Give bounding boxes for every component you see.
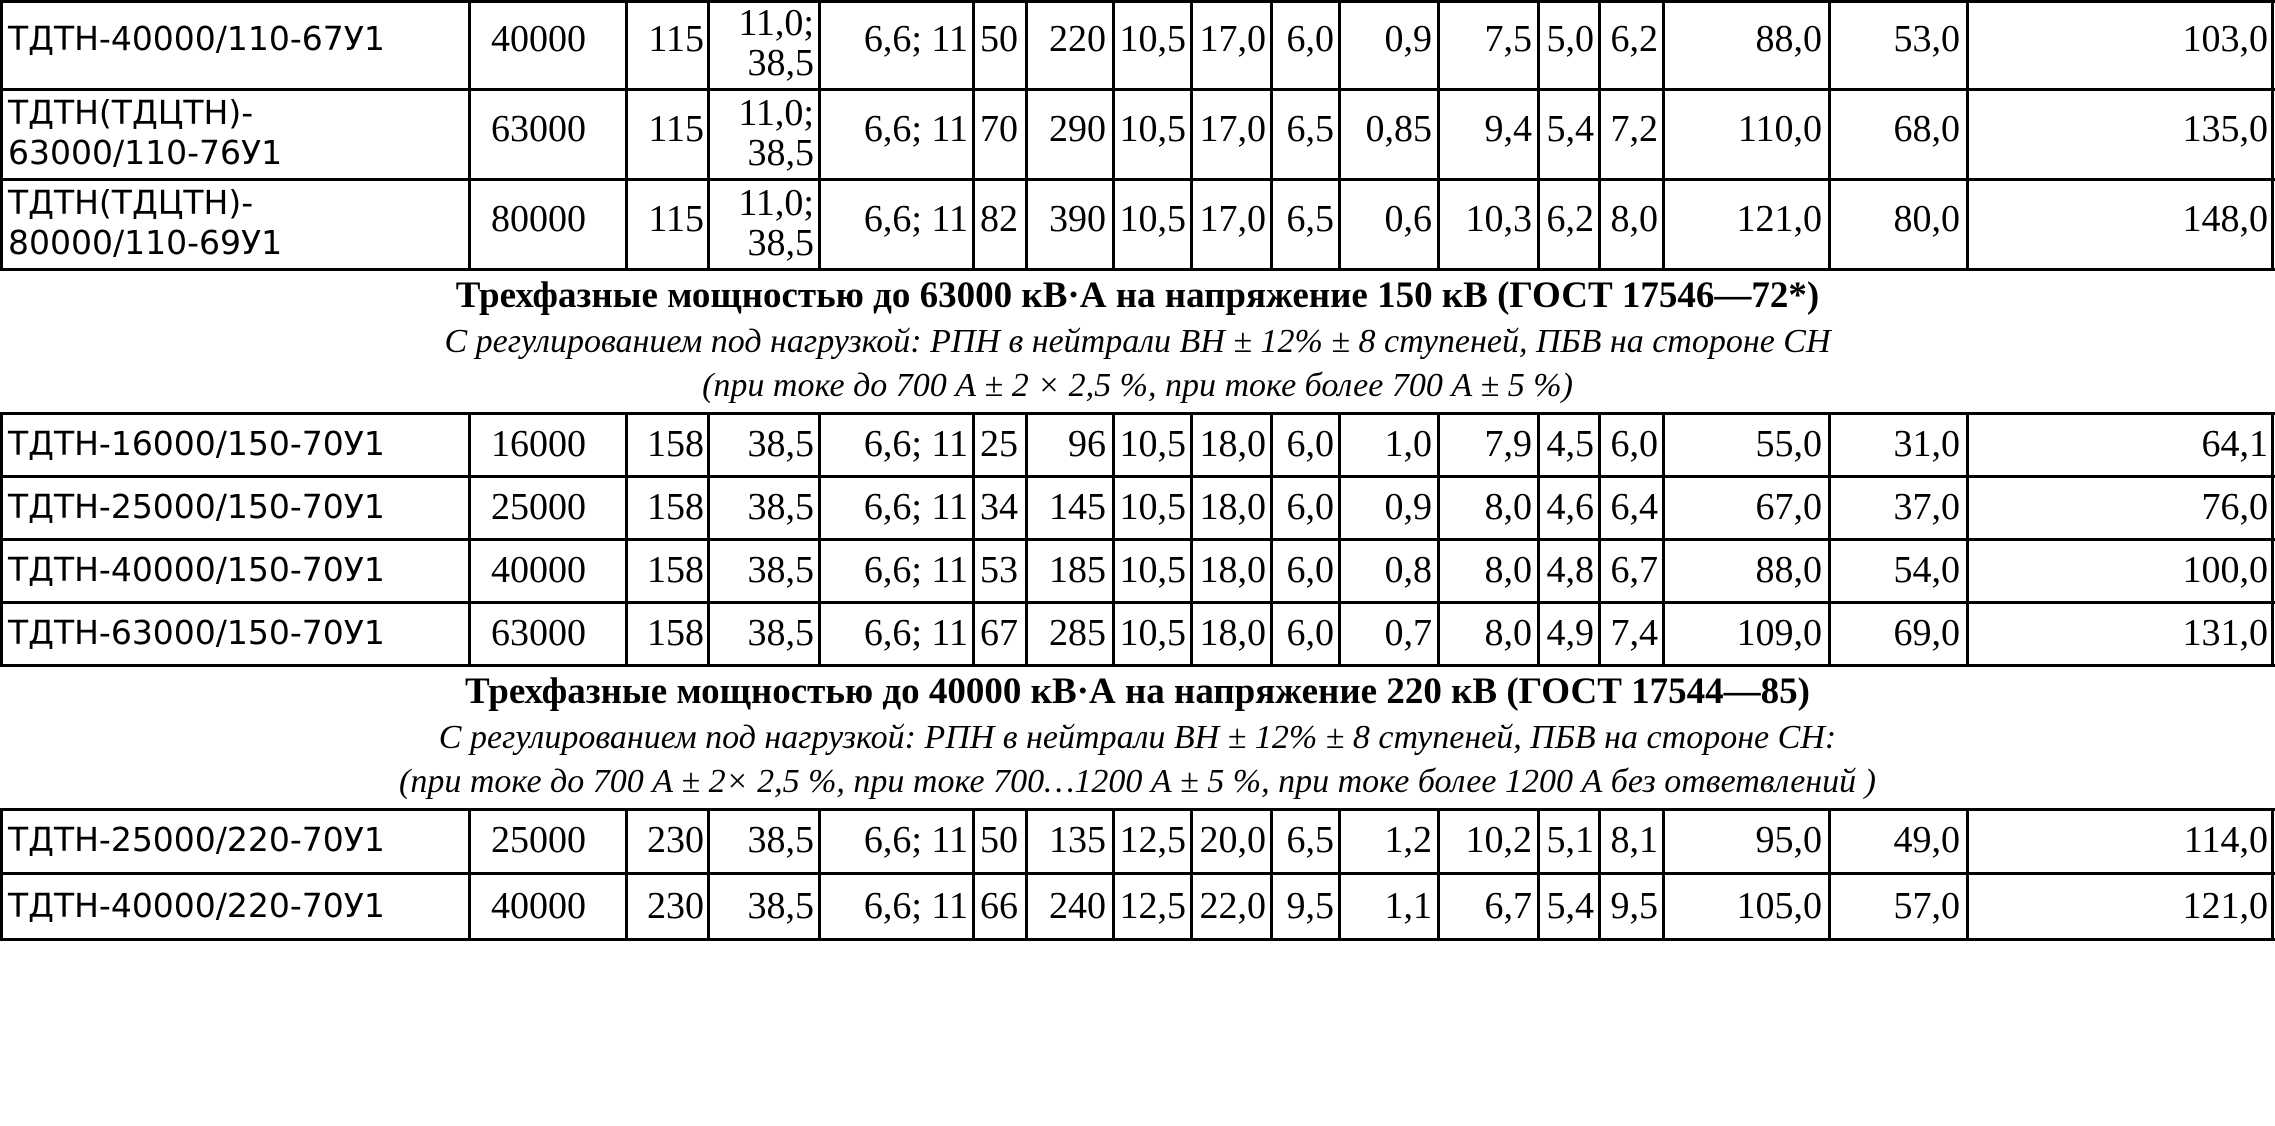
column-rule <box>1437 0 1440 271</box>
column-rule <box>1662 808 1665 941</box>
cell-r: 10,2 <box>1465 819 1532 861</box>
section-note: (при токе до 700 А ± 2 × 2,5 %, при токе более 700 А ± 5 %) <box>702 367 1573 404</box>
cell-x: 54,0 <box>1893 549 1960 591</box>
cell-x: 31,0 <box>1893 423 1960 465</box>
cell-vn: 158 <box>647 549 704 591</box>
cell-px: 70 <box>980 108 1018 150</box>
cell-x: 135,0 <box>2182 108 2268 150</box>
column-rule <box>1966 412 1969 667</box>
column-rule <box>1112 0 1115 271</box>
cell-uk: 10,5 <box>1119 549 1186 591</box>
cell-name: ТДТН-16000/150-70У1 <box>8 424 385 463</box>
column-rule <box>0 808 3 941</box>
column-rule <box>1598 412 1601 667</box>
cell-x: 105,0 <box>1736 885 1822 927</box>
column-rule <box>0 412 3 667</box>
cell-nn: 6,6; 11 <box>863 423 968 465</box>
cell-r: 6,4 <box>1610 486 1658 528</box>
column-rule <box>1662 0 1665 271</box>
section-title: Трехфазные мощностью до 63000 кВ·А на напряжение 150 кВ (ГОСТ 17546—72*) <box>455 275 1820 316</box>
cell-sn: 38,5 <box>747 885 814 927</box>
cell-vn: 230 <box>647 885 704 927</box>
cell-r: 7,9 <box>1484 423 1532 465</box>
section-title: Трехфазные мощностью до 40000 кВ·А на напряжение 220 кВ (ГОСТ 17544—85) <box>465 671 1810 712</box>
cell-power: 80000 <box>491 198 586 240</box>
cell-pk: 285 <box>1049 612 1106 654</box>
cell-r: 8,0 <box>1484 612 1532 654</box>
cell-nn: 6,6; 11 <box>863 108 968 150</box>
cell-x: 121,0 <box>1736 198 1822 240</box>
cell-nn: 6,6; 11 <box>863 819 968 861</box>
column-rule <box>707 412 710 667</box>
column-rule <box>1338 808 1341 941</box>
cell-name: ТДТН-63000/150-70У1 <box>8 613 385 652</box>
section-note: С регулированием под нагрузкой: РПН в нейтрали ВН ± 12% ± 8 ступеней, ПБВ на стороне СН <box>444 323 1831 360</box>
cell-sn: 38,5 <box>747 423 814 465</box>
cell-name: ТДТН-40000/110-67У1 <box>8 19 385 58</box>
column-rule <box>1025 808 1028 941</box>
rule <box>0 475 2275 478</box>
cell-vn: 158 <box>647 486 704 528</box>
column-rule <box>818 808 821 941</box>
cell-pk: 145 <box>1049 486 1106 528</box>
cell-x: 37,0 <box>1893 486 1960 528</box>
cell-r: 7,4 <box>1610 612 1658 654</box>
cell-vn: 115 <box>648 108 704 150</box>
cell-sn: 38,5 <box>747 549 814 591</box>
cell-uk: 6,0 <box>1286 612 1334 654</box>
rule <box>0 0 2275 3</box>
cell-x: 53,0 <box>1893 18 1960 60</box>
cell-uk: 22,0 <box>1199 885 1266 927</box>
cell-r: 10,3 <box>1465 198 1532 240</box>
cell-ix: 1,2 <box>1384 819 1432 861</box>
cell-power: 40000 <box>491 549 586 591</box>
cell-sn: 38,5 <box>747 222 814 264</box>
column-rule <box>1828 0 1831 271</box>
cell-x: 67,0 <box>1755 486 1822 528</box>
cell-x: 131,0 <box>2182 612 2268 654</box>
column-rule <box>1598 808 1601 941</box>
column-rule <box>1270 0 1273 271</box>
cell-sn: 38,5 <box>747 132 814 174</box>
cell-ix: 0,6 <box>1384 198 1432 240</box>
cell-x: 80,0 <box>1893 198 1960 240</box>
column-rule <box>1828 412 1831 667</box>
cell-r: 8,1 <box>1610 819 1658 861</box>
column-rule <box>1966 0 1969 271</box>
cell-power: 63000 <box>491 108 586 150</box>
cell-r: 7,2 <box>1610 108 1658 150</box>
cell-uk: 10,5 <box>1119 108 1186 150</box>
cell-pk: 135 <box>1049 819 1106 861</box>
cell-uk: 10,5 <box>1119 486 1186 528</box>
cell-power: 25000 <box>491 486 586 528</box>
cell-nn: 6,6; 11 <box>863 486 968 528</box>
column-rule <box>707 0 710 271</box>
cell-sn: 11,0; <box>738 182 814 224</box>
cell-px: 67 <box>980 612 1018 654</box>
column-rule <box>1662 412 1665 667</box>
column-rule <box>1190 412 1193 667</box>
cell-power: 16000 <box>491 423 586 465</box>
cell-name: ТДТН(ТДЦТН)- <box>8 183 254 222</box>
cell-uk: 17,0 <box>1199 108 1266 150</box>
cell-nn: 6,6; 11 <box>863 549 968 591</box>
column-rule <box>468 0 471 271</box>
column-rule <box>1598 0 1601 271</box>
column-rule <box>818 0 821 271</box>
cell-uk: 6,0 <box>1286 18 1334 60</box>
cell-px: 34 <box>980 486 1018 528</box>
column-rule <box>972 0 975 271</box>
column-rule <box>2271 412 2274 667</box>
cell-pk: 390 <box>1049 198 1106 240</box>
column-rule <box>2271 808 2274 941</box>
cell-r: 6,7 <box>1484 885 1532 927</box>
cell-vn: 115 <box>648 198 704 240</box>
cell-sn: 38,5 <box>747 612 814 654</box>
cell-uk: 10,5 <box>1119 198 1186 240</box>
cell-r: 4,9 <box>1546 612 1594 654</box>
cell-nn: 6,6; 11 <box>863 18 968 60</box>
cell-uk: 18,0 <box>1199 423 1266 465</box>
cell-ix: 0,7 <box>1384 612 1432 654</box>
cell-x: 121,0 <box>2182 885 2268 927</box>
cell-vn: 230 <box>647 819 704 861</box>
column-rule <box>1437 808 1440 941</box>
cell-x: 88,0 <box>1755 549 1822 591</box>
cell-vn: 158 <box>647 612 704 654</box>
column-rule <box>1537 0 1540 271</box>
rule <box>0 808 2275 811</box>
column-rule <box>707 808 710 941</box>
cell-x: 55,0 <box>1755 423 1822 465</box>
cell-uk: 6,0 <box>1286 549 1334 591</box>
column-rule <box>1537 808 1540 941</box>
cell-px: 53 <box>980 549 1018 591</box>
column-rule <box>818 412 821 667</box>
cell-name: 63000/110-76У1 <box>8 133 283 172</box>
rule <box>0 412 2275 415</box>
cell-uk: 9,5 <box>1286 885 1334 927</box>
cell-nn: 6,6; 11 <box>863 885 968 927</box>
cell-px: 50 <box>980 18 1018 60</box>
cell-uk: 17,0 <box>1199 198 1266 240</box>
cell-px: 25 <box>980 423 1018 465</box>
cell-ix: 0,9 <box>1384 486 1432 528</box>
cell-x: 103,0 <box>2182 18 2268 60</box>
cell-x: 64,1 <box>2201 423 2268 465</box>
cell-uk: 6,5 <box>1286 198 1334 240</box>
rule <box>0 601 2275 604</box>
cell-name: ТДТН-40000/150-70У1 <box>8 550 385 589</box>
rule <box>0 178 2275 181</box>
cell-r: 6,2 <box>1610 18 1658 60</box>
cell-r: 8,0 <box>1484 549 1532 591</box>
cell-ix: 1,1 <box>1384 885 1432 927</box>
cell-r: 4,8 <box>1546 549 1594 591</box>
column-rule <box>1338 0 1341 271</box>
column-rule <box>1112 808 1115 941</box>
cell-r: 5,0 <box>1546 18 1594 60</box>
cell-uk: 20,0 <box>1199 819 1266 861</box>
cell-ix: 1,0 <box>1384 423 1432 465</box>
cell-uk: 10,5 <box>1119 423 1186 465</box>
cell-r: 4,5 <box>1546 423 1594 465</box>
cell-ix: 0,9 <box>1384 18 1432 60</box>
cell-ix: 0,85 <box>1365 108 1432 150</box>
cell-x: 69,0 <box>1893 612 1960 654</box>
cell-uk: 6,0 <box>1286 423 1334 465</box>
cell-x: 49,0 <box>1893 819 1960 861</box>
column-rule <box>1025 0 1028 271</box>
cell-uk: 10,5 <box>1119 612 1186 654</box>
cell-uk: 10,5 <box>1119 18 1186 60</box>
cell-r: 5,1 <box>1546 819 1594 861</box>
cell-px: 50 <box>980 819 1018 861</box>
rule <box>0 268 2275 271</box>
cell-r: 9,4 <box>1484 108 1532 150</box>
cell-r: 6,7 <box>1610 549 1658 591</box>
column-rule <box>1190 0 1193 271</box>
column-rule <box>1190 808 1193 941</box>
cell-sn: 38,5 <box>747 42 814 84</box>
cell-power: 40000 <box>491 885 586 927</box>
cell-ix: 0,8 <box>1384 549 1432 591</box>
cell-sn: 38,5 <box>747 819 814 861</box>
column-rule <box>972 412 975 667</box>
cell-x: 95,0 <box>1755 819 1822 861</box>
column-rule <box>1025 412 1028 667</box>
cell-r: 4,6 <box>1546 486 1594 528</box>
column-rule <box>625 0 628 271</box>
cell-sn: 11,0; <box>738 92 814 134</box>
cell-r: 7,5 <box>1484 18 1532 60</box>
cell-name: ТДТН(ТДЦТН)- <box>8 93 254 132</box>
cell-name: ТДТН-40000/220-70У1 <box>8 886 385 925</box>
column-rule <box>625 808 628 941</box>
column-rule <box>972 808 975 941</box>
cell-pk: 96 <box>1068 423 1106 465</box>
cell-uk: 17,0 <box>1199 18 1266 60</box>
column-rule <box>625 412 628 667</box>
cell-r: 5,4 <box>1546 885 1594 927</box>
cell-name: 80000/110-69У1 <box>8 223 283 262</box>
cell-nn: 6,6; 11 <box>863 612 968 654</box>
cell-sn: 11,0; <box>738 2 814 44</box>
cell-x: 109,0 <box>1736 612 1822 654</box>
cell-vn: 115 <box>648 18 704 60</box>
cell-power: 40000 <box>491 18 586 60</box>
cell-x: 148,0 <box>2182 198 2268 240</box>
cell-uk: 18,0 <box>1199 612 1266 654</box>
rule <box>0 938 2275 941</box>
cell-px: 82 <box>980 198 1018 240</box>
column-rule <box>2271 0 2274 271</box>
cell-power: 25000 <box>491 819 586 861</box>
cell-r: 8,0 <box>1484 486 1532 528</box>
column-rule <box>468 808 471 941</box>
cell-x: 110,0 <box>1737 108 1822 150</box>
cell-r: 6,0 <box>1610 423 1658 465</box>
column-rule <box>1828 808 1831 941</box>
cell-pk: 220 <box>1049 18 1106 60</box>
cell-x: 57,0 <box>1893 885 1960 927</box>
cell-uk: 6,5 <box>1286 819 1334 861</box>
cell-pk: 290 <box>1049 108 1106 150</box>
cell-pk: 185 <box>1049 549 1106 591</box>
cell-uk: 18,0 <box>1199 549 1266 591</box>
cell-uk: 6,0 <box>1286 486 1334 528</box>
cell-x: 114,0 <box>2183 819 2268 861</box>
cell-r: 6,2 <box>1546 198 1594 240</box>
cell-uk: 6,5 <box>1286 108 1334 150</box>
cell-r: 9,5 <box>1610 885 1658 927</box>
cell-x: 100,0 <box>2182 549 2268 591</box>
cell-uk: 18,0 <box>1199 486 1266 528</box>
cell-x: 68,0 <box>1893 108 1960 150</box>
column-rule <box>1338 412 1341 667</box>
cell-x: 76,0 <box>2201 486 2268 528</box>
cell-x: 88,0 <box>1755 18 1822 60</box>
cell-name: ТДТН-25000/150-70У1 <box>8 487 385 526</box>
section-note: С регулированием под нагрузкой: РПН в нейтрали ВН ± 12% ± 8 ступеней, ПБВ на стороне СН: <box>438 719 1837 756</box>
cell-sn: 38,5 <box>747 486 814 528</box>
column-rule <box>1270 412 1273 667</box>
cell-r: 8,0 <box>1610 198 1658 240</box>
cell-uk: 12,5 <box>1119 885 1186 927</box>
cell-name: ТДТН-25000/220-70У1 <box>8 820 385 859</box>
column-rule <box>1270 808 1273 941</box>
cell-px: 66 <box>980 885 1018 927</box>
column-rule <box>1966 808 1969 941</box>
column-rule <box>1437 412 1440 667</box>
column-rule <box>0 0 3 271</box>
cell-uk: 12,5 <box>1119 819 1186 861</box>
cell-vn: 158 <box>647 423 704 465</box>
rule <box>0 538 2275 541</box>
rule <box>0 872 2275 875</box>
cell-power: 63000 <box>491 612 586 654</box>
cell-r: 5,4 <box>1546 108 1594 150</box>
column-rule <box>468 412 471 667</box>
rule <box>0 88 2275 91</box>
rule <box>0 664 2275 667</box>
cell-nn: 6,6; 11 <box>863 198 968 240</box>
column-rule <box>1112 412 1115 667</box>
cell-pk: 240 <box>1049 885 1106 927</box>
column-rule <box>1537 412 1540 667</box>
section-note: (при токе до 700 А ± 2× 2,5 %, при токе 700…1200 А ± 5 %, при токе более 1200 А без ответвлений ) <box>399 763 1876 800</box>
